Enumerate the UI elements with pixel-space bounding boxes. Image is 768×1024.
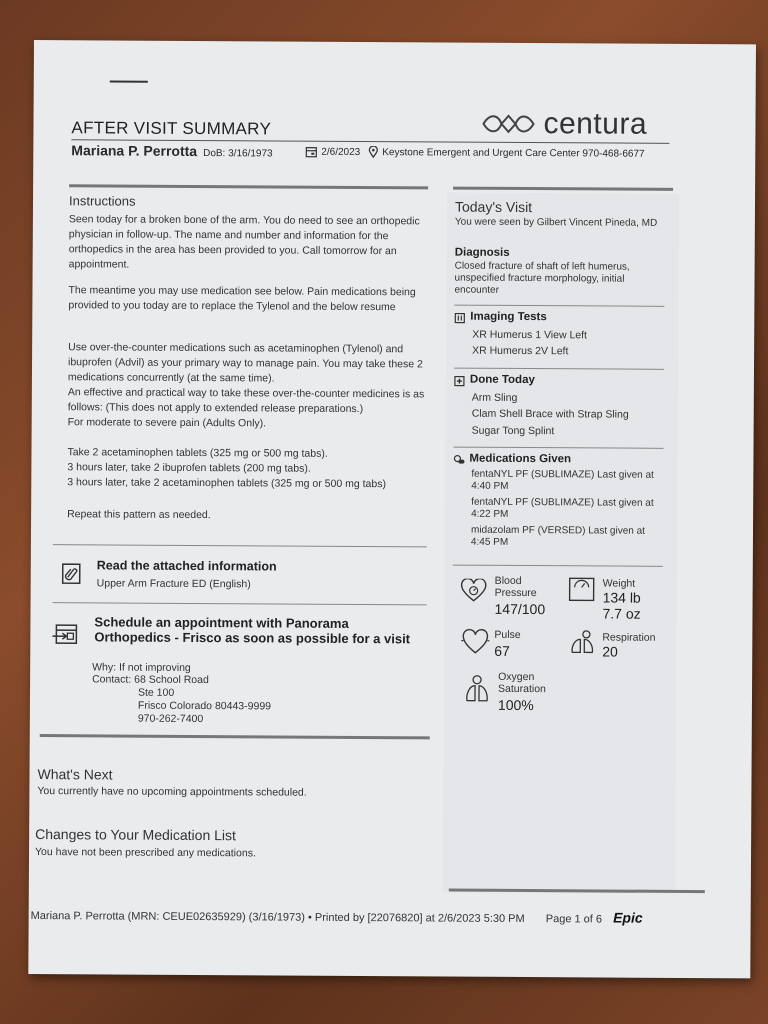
medication-item: fentaNYL PF (SUBLIMAZE) Last given at 4:22 PM xyxy=(471,496,654,520)
respiration-label: Respiration xyxy=(602,631,656,644)
plus-box-icon xyxy=(454,376,465,387)
attached-link[interactable]: Upper Arm Fracture ED (English) xyxy=(96,577,251,591)
diagnosis-text: Closed fracture of shaft of left humerus, unspecified fracture morphology, initial encounter xyxy=(454,260,630,296)
instructions-heading: Instructions xyxy=(68,193,136,209)
divider xyxy=(53,544,427,547)
heart-gauge-icon xyxy=(461,579,487,603)
bp-label: Blood Pressure xyxy=(494,574,537,600)
document-title: AFTER VISIT SUMMARY xyxy=(71,118,272,139)
instructions-p4: An effective and practical way to take these over-the-counter medicines is as follows: (This does not apply to extended release preparations.) xyxy=(67,386,425,416)
visit-location: Keystone Emergent and Urgent Care Center 970-468-6677 xyxy=(382,146,645,160)
done-today-heading: Done Today xyxy=(469,373,535,387)
lungs-icon xyxy=(568,629,596,655)
whats-next-text: You currently have no upcoming appointments scheduled. xyxy=(37,785,307,799)
medication-item: fentaNYL PF (SUBLIMAZE) Last given at 4:40 PM xyxy=(471,468,654,492)
instructions-p1: Seen today for a broken bone of the arm. You do need to see an orthopedic physician in follow-up. The name and number and information for the orthopedics in the area has been provided to you. Call tomorrow for an appointment. xyxy=(68,213,420,271)
map-pin-icon xyxy=(368,146,378,158)
seen-by: You were seen by Gilbert Vincent Pineda, MD xyxy=(454,216,658,229)
epic-logo: Epic xyxy=(613,909,643,926)
paperclip-document-icon xyxy=(61,561,83,585)
footer-printed-info: Mariana P. Perrotta (MRN: CEUE02635929) (3/16/1973) • Printed by [22076820] at 2/6/2023 5:30 PM xyxy=(30,909,525,926)
pulse-label: Pulse xyxy=(494,628,521,641)
attached-heading: Read the attached information xyxy=(96,558,277,574)
imaging-item: XR Humerus 1 View Left xyxy=(472,328,588,342)
oxygen-value: 100% xyxy=(497,696,534,714)
lungs-person-icon xyxy=(464,675,490,703)
pulse-value: 67 xyxy=(494,642,510,659)
instructions-p5: For moderate to severe pain (Adults Only). xyxy=(67,416,267,430)
med-changes-text: You have not been prescribed any medications. xyxy=(35,846,256,860)
page-number: Page 1 of 6 xyxy=(545,913,603,926)
left-column-rule xyxy=(69,184,428,189)
logo-text: centura xyxy=(543,107,648,141)
done-item: Sugar Tong Splint xyxy=(471,424,555,438)
respiration-value: 20 xyxy=(602,643,618,660)
contact-address-3: Frisco Colorado 80443-9999 xyxy=(137,699,272,713)
weight-value-oz: 7.7 oz xyxy=(602,605,641,622)
whats-next-heading: What's Next xyxy=(37,766,113,783)
schedule-contact xyxy=(92,673,209,687)
page-footer xyxy=(31,906,643,926)
patient-name: Mariana P. Perrotta xyxy=(71,142,198,159)
instructions-step3: 3 hours later, take 2 acetaminophen tablets (325 mg or 500 mg tabs) xyxy=(67,476,387,491)
med-changes-heading: Changes to Your Medication List xyxy=(35,826,237,844)
imaging-heading: Imaging Tests xyxy=(470,310,547,324)
imaging-icon xyxy=(454,313,465,324)
weight-label: Weight xyxy=(602,577,636,590)
bp-value: 147/100 xyxy=(494,600,546,618)
after-visit-summary-page xyxy=(28,40,756,978)
instructions-step2: 3 hours later, take 2 ibuprofen tablets (200 mg tabs). xyxy=(67,461,311,475)
contact-label: Contact: xyxy=(92,673,132,686)
visit-info xyxy=(305,146,644,160)
diagnosis-heading: Diagnosis xyxy=(454,246,510,259)
schedule-heading: Schedule an appointment with Panorama Orthopedics - Frisco as soon as possible for a visit xyxy=(94,614,411,647)
header-dash xyxy=(110,80,148,82)
done-item: Clam Shell Brace with Strap Sling xyxy=(471,407,629,421)
scale-icon xyxy=(569,577,595,601)
oxygen-label: Oxygen Saturation xyxy=(498,670,546,696)
schedule-why: Why: If not improving xyxy=(92,661,191,674)
centura-logo-icon xyxy=(479,112,537,136)
done-item: Arm Sling xyxy=(471,391,518,404)
patient-info xyxy=(71,142,272,159)
contact-address-2: Ste 100 xyxy=(137,686,175,699)
visit-date: 2/6/2023 xyxy=(321,146,361,158)
instructions-repeat: Repeat this pattern as needed. xyxy=(67,508,211,522)
centura-logo xyxy=(479,107,647,142)
instructions-p3: Use over-the-counter medications such as acetaminophen (Tylenol) and ibuprofen (Advil) as your primary way to manage pain. You may take these 2 medications concurrently (at the same time). xyxy=(67,341,423,385)
calendar-icon xyxy=(305,146,317,158)
pill-icon xyxy=(453,455,465,466)
instructions-p2: The meantime you may use medication see below. Pain medications being provided to you today are to replace the Tylenol and the below resume xyxy=(68,284,416,314)
calendar-arrow-icon xyxy=(52,622,80,646)
weight-value-lb: 134 lb xyxy=(602,589,641,606)
heart-pulse-icon xyxy=(460,629,490,655)
instructions-step1: Take 2 acetaminophen tablets (325 mg or 500 mg tabs). xyxy=(67,446,328,460)
imaging-item: XR Humerus 2V Left xyxy=(472,344,569,358)
medication-item: midazolam PF (VERSED) Last given at 4:45 PM xyxy=(470,524,645,548)
divider xyxy=(53,602,427,605)
right-column-rule xyxy=(453,187,673,191)
medications-given-heading: Medications Given xyxy=(469,452,572,466)
todays-visit-heading: Today's Visit xyxy=(454,198,533,216)
patient-dob: DoB: 3/16/1973 xyxy=(203,148,273,160)
contact-phone: 970-262-7400 xyxy=(137,712,204,726)
divider-thick xyxy=(40,734,430,739)
contact-address-1: 68 School Road xyxy=(134,673,209,687)
